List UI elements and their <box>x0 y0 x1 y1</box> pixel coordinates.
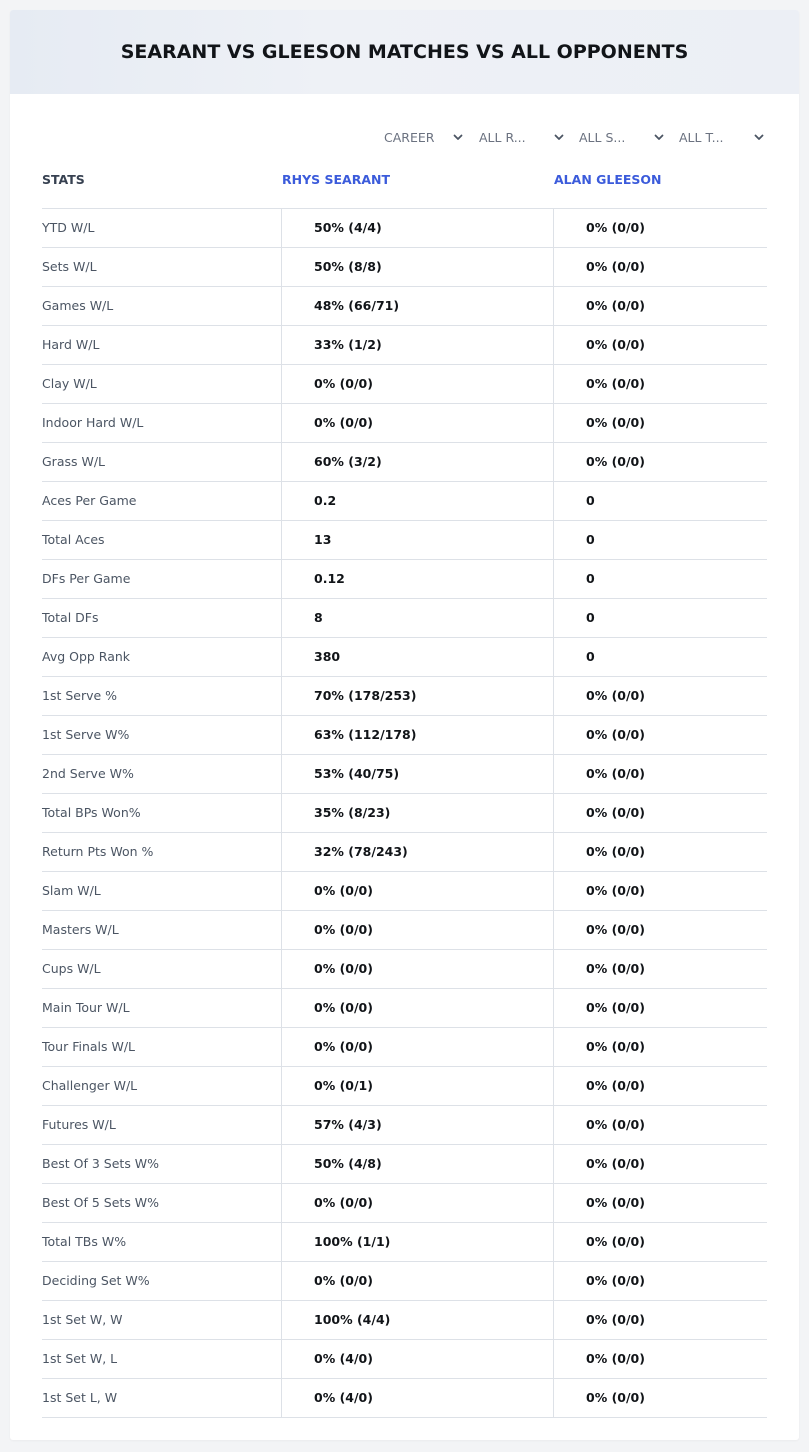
player2-value: 0% (0/0) <box>553 794 766 832</box>
stats-table-body <box>42 209 767 1418</box>
table-row <box>42 716 767 755</box>
player2-value: 0% (0/0) <box>553 365 766 403</box>
player1-value: 0% (0/0) <box>281 1184 554 1222</box>
player2-value: 0% (0/0) <box>553 1028 766 1066</box>
player2-value: 0% (0/0) <box>553 404 766 442</box>
stat-label: 1st Serve W% <box>42 727 130 742</box>
player1-value: 32% (78/243) <box>281 833 554 871</box>
chevron-down-icon <box>452 131 464 143</box>
table-row <box>42 404 767 443</box>
table-row <box>42 833 767 872</box>
stat-label: Tour Finals W/L <box>42 1039 136 1054</box>
player2-value: 0% (0/0) <box>553 1067 766 1105</box>
player1-value: 100% (4/4) <box>281 1301 554 1339</box>
stats-column-header: STATS <box>42 172 85 187</box>
stats-card <box>10 10 799 1440</box>
player1-value: 13 <box>281 521 554 559</box>
stat-label: Total BPs Won% <box>42 805 141 820</box>
table-row <box>42 209 767 248</box>
player2-value: 0% (0/0) <box>553 287 766 325</box>
player2-value: 0% (0/0) <box>553 833 766 871</box>
player2-value: 0% (0/0) <box>553 872 766 910</box>
table-row <box>42 1184 767 1223</box>
player1-value: 63% (112/178) <box>281 716 554 754</box>
stat-label: DFs Per Game <box>42 571 131 586</box>
player2-value: 0 <box>553 521 766 559</box>
player2-value: 0% (0/0) <box>553 911 766 949</box>
table-row <box>42 1067 767 1106</box>
stat-label: Avg Opp Rank <box>42 649 131 664</box>
table-row <box>42 248 767 287</box>
page-title: SEARANT VS GLEESON MATCHES VS ALL OPPONENTS <box>120 41 689 63</box>
player1-value: 50% (4/8) <box>281 1145 554 1183</box>
table-row <box>42 794 767 833</box>
player2-value: 0 <box>553 599 766 637</box>
player1-value: 0% (0/0) <box>281 911 554 949</box>
player2-value: 0% (0/0) <box>553 716 766 754</box>
table-row <box>42 1145 767 1184</box>
player2-value: 0% (0/0) <box>553 677 766 715</box>
stat-label: Sets W/L <box>42 259 97 274</box>
table-row <box>42 1223 767 1262</box>
player1-value: 53% (40/75) <box>281 755 554 793</box>
player2-value: 0% (0/0) <box>553 755 766 793</box>
player1-value: 0% (0/0) <box>281 365 554 403</box>
table-row <box>42 911 767 950</box>
table-row <box>42 1379 767 1418</box>
stat-label: Total Aces <box>42 532 105 547</box>
stat-label: Total DFs <box>42 610 99 625</box>
player2-value: 0% (0/0) <box>553 1301 766 1339</box>
stat-label: Games W/L <box>42 298 114 313</box>
player1-value: 33% (1/2) <box>281 326 554 364</box>
player1-value: 70% (178/253) <box>281 677 554 715</box>
player2-value: 0% (0/0) <box>553 209 766 247</box>
stat-label: 1st Serve % <box>42 688 118 703</box>
player2-value: 0% (0/0) <box>553 1223 766 1261</box>
stat-label: Main Tour W/L <box>42 1000 130 1015</box>
player2-link[interactable]: ALAN GLEESON <box>554 172 662 187</box>
player2-value: 0 <box>553 482 766 520</box>
player1-value: 57% (4/3) <box>281 1106 554 1144</box>
table-row <box>42 1301 767 1340</box>
table-row <box>42 872 767 911</box>
chevron-down-icon <box>653 131 665 143</box>
table-row <box>42 521 767 560</box>
filter-label: ALL R... <box>479 129 526 145</box>
stat-label: Deciding Set W% <box>42 1273 150 1288</box>
stat-label: Return Pts Won % <box>42 844 154 859</box>
table-row <box>42 677 767 716</box>
table-row <box>42 326 767 365</box>
filter-bar <box>10 126 799 148</box>
stat-label: 2nd Serve W% <box>42 766 134 781</box>
surface-filter-select[interactable] <box>579 126 665 148</box>
player2-value: 0% (0/0) <box>553 1340 766 1378</box>
stat-label: 1st Set W, L <box>42 1351 118 1366</box>
stat-label: Challenger W/L <box>42 1078 138 1093</box>
table-row <box>42 755 767 794</box>
table-row <box>42 1340 767 1379</box>
stat-label: 1st Set W, W <box>42 1312 123 1327</box>
filter-label: ALL T... <box>679 129 724 145</box>
table-row <box>42 443 767 482</box>
stat-label: Best Of 5 Sets W% <box>42 1195 160 1210</box>
player1-link[interactable]: RHYS SEARANT <box>282 172 390 187</box>
player2-value: 0% (0/0) <box>553 1379 766 1417</box>
player2-value: 0% (0/0) <box>553 1106 766 1144</box>
player1-value: 0.2 <box>281 482 554 520</box>
player1-value: 380 <box>281 638 554 676</box>
table-row <box>42 482 767 521</box>
round-filter-select[interactable] <box>479 126 565 148</box>
table-row <box>42 560 767 599</box>
stat-label: Clay W/L <box>42 376 97 391</box>
tournament-filter-select[interactable] <box>679 126 765 148</box>
stat-label: Slam W/L <box>42 883 101 898</box>
player2-value: 0% (0/0) <box>553 1184 766 1222</box>
stat-label: Futures W/L <box>42 1117 116 1132</box>
player1-value: 0% (0/0) <box>281 989 554 1027</box>
stat-label: Masters W/L <box>42 922 119 937</box>
table-row <box>42 638 767 677</box>
career-filter-select[interactable] <box>384 126 464 148</box>
player1-value: 0% (0/0) <box>281 404 554 442</box>
table-row <box>42 365 767 404</box>
player2-value: 0% (0/0) <box>553 248 766 286</box>
player2-value: 0% (0/0) <box>553 326 766 364</box>
card-header <box>10 10 799 94</box>
player1-value: 0% (0/1) <box>281 1067 554 1105</box>
stat-label: Grass W/L <box>42 454 106 469</box>
player2-value: 0% (0/0) <box>553 989 766 1027</box>
player2-value: 0% (0/0) <box>553 1145 766 1183</box>
player1-value: 0.12 <box>281 560 554 598</box>
filter-label: ALL S... <box>579 129 626 145</box>
stat-label: Aces Per Game <box>42 493 137 508</box>
table-row <box>42 1262 767 1301</box>
player1-value: 0% (4/0) <box>281 1379 554 1417</box>
player1-value: 0% (4/0) <box>281 1340 554 1378</box>
stat-label: Hard W/L <box>42 337 100 352</box>
player1-value: 60% (3/2) <box>281 443 554 481</box>
chevron-down-icon <box>753 131 765 143</box>
player2-value: 0 <box>553 560 766 598</box>
player1-value: 48% (66/71) <box>281 287 554 325</box>
player1-value: 0% (0/0) <box>281 950 554 988</box>
filter-label: CAREER <box>384 129 435 145</box>
table-row <box>42 1106 767 1145</box>
player1-value: 8 <box>281 599 554 637</box>
table-row <box>42 599 767 638</box>
player2-value: 0% (0/0) <box>553 1262 766 1300</box>
stat-label: 1st Set L, W <box>42 1390 118 1405</box>
player1-value: 35% (8/23) <box>281 794 554 832</box>
stat-label: YTD W/L <box>42 220 95 235</box>
stat-label: Total TBs W% <box>42 1234 127 1249</box>
table-row <box>42 1028 767 1067</box>
stat-label: Cups W/L <box>42 961 101 976</box>
table-header <box>42 170 767 209</box>
player2-value: 0 <box>553 638 766 676</box>
player1-value: 50% (8/8) <box>281 248 554 286</box>
player1-value: 0% (0/0) <box>281 1028 554 1066</box>
table-row <box>42 989 767 1028</box>
player1-value: 50% (4/4) <box>281 209 554 247</box>
player1-value: 0% (0/0) <box>281 1262 554 1300</box>
player1-value: 0% (0/0) <box>281 872 554 910</box>
chevron-down-icon <box>553 131 565 143</box>
table-row <box>42 950 767 989</box>
player2-value: 0% (0/0) <box>553 443 766 481</box>
player2-value: 0% (0/0) <box>553 950 766 988</box>
stat-label: Best Of 3 Sets W% <box>42 1156 160 1171</box>
stat-label: Indoor Hard W/L <box>42 415 144 430</box>
player1-value: 100% (1/1) <box>281 1223 554 1261</box>
table-row <box>42 287 767 326</box>
